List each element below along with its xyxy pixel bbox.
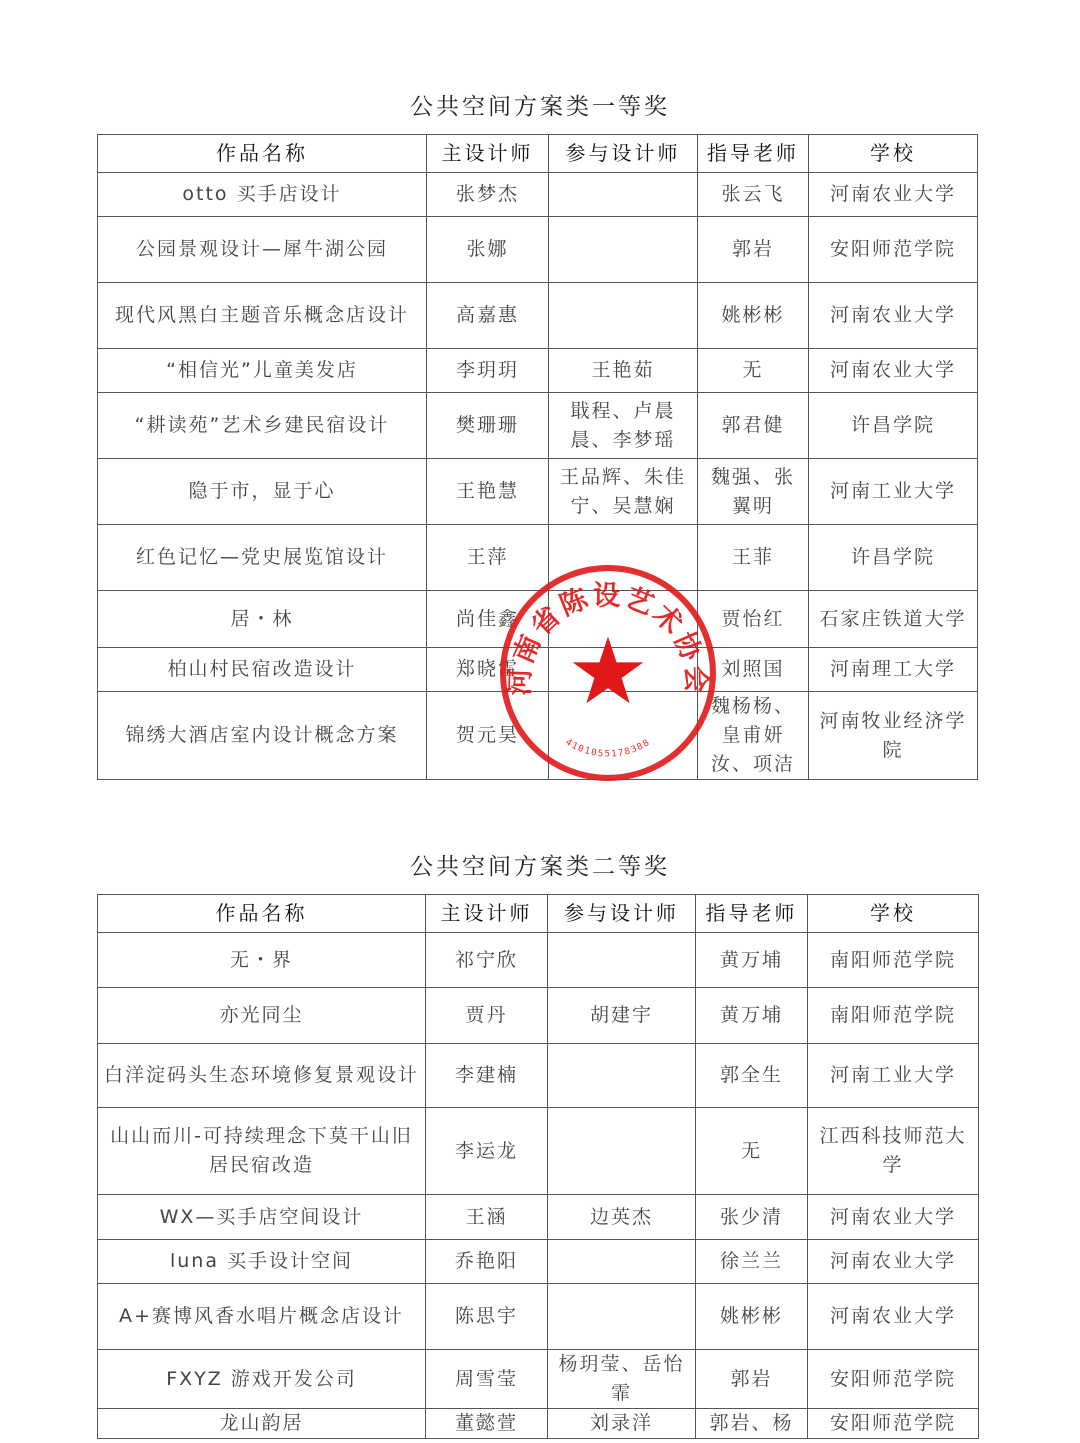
- table-cell: 安阳师范学院: [808, 1409, 979, 1439]
- table-cell: 江西科技师范大学: [808, 1108, 979, 1195]
- table-cell: luna 买手设计空间: [98, 1240, 426, 1284]
- table-cell: 河南农业大学: [809, 283, 978, 349]
- table-cell: 安阳师范学院: [808, 1350, 979, 1409]
- table-cell: 尚佳鑫: [427, 591, 549, 648]
- table-cell: 许昌学院: [809, 525, 978, 591]
- table-cell: 王涵: [426, 1195, 548, 1240]
- table-cell: 王品辉、朱佳宁、吴慧娴: [549, 459, 698, 525]
- table-cell: [549, 173, 698, 217]
- table-cell: 亦光同尘: [98, 988, 426, 1044]
- table-cell: 白洋淀码头生态环境修复景观设计: [98, 1044, 426, 1108]
- header-row: [98, 895, 979, 933]
- table-cell: [549, 692, 698, 780]
- table-cell: 王艳茹: [549, 349, 698, 393]
- table-cell: 河南工业大学: [808, 1044, 979, 1108]
- table-cell: 王菲: [698, 525, 809, 591]
- table-cell: 河南农业大学: [809, 349, 978, 393]
- table-cell: 乔艳阳: [426, 1240, 548, 1284]
- table-cell: [548, 933, 696, 988]
- table-cell: 安阳师范学院: [809, 217, 978, 283]
- table-cell: 无: [696, 1108, 808, 1195]
- table-cell: 祁宁欣: [426, 933, 548, 988]
- table-row: [98, 1409, 979, 1439]
- table-cell: 刘录洋: [548, 1409, 696, 1439]
- table-cell: 贾丹: [426, 988, 548, 1044]
- table-cell: [548, 1240, 696, 1284]
- table-cell: 张少清: [696, 1195, 808, 1240]
- table-cell: 高嘉惠: [427, 283, 549, 349]
- table-row: [98, 933, 979, 988]
- table-row: [98, 1108, 979, 1195]
- table-cell: 居・林: [98, 591, 427, 648]
- table-row: [98, 1240, 979, 1284]
- table-cell: 周雪莹: [426, 1350, 548, 1409]
- column-header: 作品名称: [98, 135, 427, 173]
- table-cell: [548, 1044, 696, 1108]
- table-cell: 姚彬彬: [698, 283, 809, 349]
- table-cell: 王艳慧: [427, 459, 549, 525]
- table-cell: 贾怡红: [698, 591, 809, 648]
- table-cell: 郭岩: [696, 1350, 808, 1409]
- table-cell: 许昌学院: [809, 393, 978, 459]
- table-cell: 郭岩: [698, 217, 809, 283]
- table-row: [98, 1044, 979, 1108]
- table-row: [98, 591, 978, 648]
- table-row: [98, 393, 978, 459]
- table-cell: 樊珊珊: [427, 393, 549, 459]
- table-cell: 魏强、张翼明: [698, 459, 809, 525]
- table-cell: 黄万埔: [696, 933, 808, 988]
- section1-title: 公共空间方案类一等奖: [410, 94, 670, 120]
- table-row: [98, 525, 978, 591]
- seal-text: 河南省陈设艺术协会: [504, 580, 712, 697]
- table-cell: WX—买手店空间设计: [98, 1195, 426, 1240]
- column-header: 学校: [808, 895, 979, 933]
- column-header: 主设计师: [427, 135, 549, 173]
- table-cell: 姚彬彬: [696, 1284, 808, 1350]
- table-cell: 李玥玥: [427, 349, 549, 393]
- table-row: [98, 648, 978, 692]
- table-cell: 锦绣大酒店室内设计概念方案: [98, 692, 427, 780]
- column-header: 参与设计师: [548, 895, 696, 933]
- table-cell: 南阳师范学院: [808, 933, 979, 988]
- column-header: 指导老师: [698, 135, 809, 173]
- table-cell: 郭君健: [698, 393, 809, 459]
- table-cell: 河南工业大学: [809, 459, 978, 525]
- table-cell: [549, 648, 698, 692]
- table-cell: 边英杰: [548, 1195, 696, 1240]
- column-header: 作品名称: [98, 895, 426, 933]
- table-cell: 黄万埔: [696, 988, 808, 1044]
- table-cell: 南阳师范学院: [808, 988, 979, 1044]
- table-cell: 杨玥莹、岳怡霏: [548, 1350, 696, 1409]
- table-cell: 刘照国: [698, 648, 809, 692]
- table-cell: 陈思宇: [426, 1284, 548, 1350]
- table-cell: 河南理工大学: [809, 648, 978, 692]
- table-cell: “耕读苑”艺术乡建民宿设计: [98, 393, 427, 459]
- table-cell: 河南农业大学: [808, 1195, 979, 1240]
- table-cell: [549, 217, 698, 283]
- award-table-second-prize: [97, 894, 979, 1439]
- table-cell: 李建楠: [426, 1044, 548, 1108]
- table-cell: A+赛博风香水唱片概念店设计: [98, 1284, 426, 1350]
- table-row: [98, 217, 978, 283]
- table-cell: 现代风黑白主题音乐概念店设计: [98, 283, 427, 349]
- table-cell: 魏杨杨、皇甫妍汝、项洁: [698, 692, 809, 780]
- table-cell: 贺元昊: [427, 692, 549, 780]
- table-cell: 王萍: [427, 525, 549, 591]
- table-cell: 胡建宇: [548, 988, 696, 1044]
- table-cell: 无・界: [98, 933, 426, 988]
- table-cell: otto 买手店设计: [98, 173, 427, 217]
- table-cell: 河南农业大学: [808, 1284, 979, 1350]
- table-cell: 公园景观设计—犀牛湖公园: [98, 217, 427, 283]
- table-cell: 柏山村民宿改造设计: [98, 648, 427, 692]
- column-header: 参与设计师: [549, 135, 698, 173]
- table-cell: [549, 283, 698, 349]
- table-cell: 李运龙: [426, 1108, 548, 1195]
- table-cell: [549, 591, 698, 648]
- table-cell: 隐于市，显于心: [98, 459, 427, 525]
- table-cell: 河南牧业经济学院: [809, 692, 978, 780]
- table-cell: 张娜: [427, 217, 549, 283]
- column-header: 学校: [809, 135, 978, 173]
- table-row: [98, 1195, 979, 1240]
- table-cell: 郑晓雷: [427, 648, 549, 692]
- table-cell: FXYZ 游戏开发公司: [98, 1350, 426, 1409]
- table-cell: 红色记忆—党史展览馆设计: [98, 525, 427, 591]
- header-row: [98, 135, 978, 173]
- table-cell: [548, 1284, 696, 1350]
- table-row: [98, 283, 978, 349]
- table-cell: 龙山韵居: [98, 1409, 426, 1439]
- section2-title: 公共空间方案类二等奖: [410, 854, 670, 880]
- table-row: [98, 349, 978, 393]
- table-cell: 张云飞: [698, 173, 809, 217]
- table-row: [98, 692, 978, 780]
- column-header: 指导老师: [696, 895, 808, 933]
- table-row: [98, 988, 979, 1044]
- table-cell: 无: [698, 349, 809, 393]
- table-row: [98, 173, 978, 217]
- table-row: [98, 1350, 979, 1409]
- table-cell: 戢程、卢晨晨、李梦瑶: [549, 393, 698, 459]
- table-cell: [549, 525, 698, 591]
- column-header: 主设计师: [426, 895, 548, 933]
- table-row: [98, 1284, 979, 1350]
- table-cell: 郭全生: [696, 1044, 808, 1108]
- table-cell: 郭岩、杨: [696, 1409, 808, 1439]
- award-table-first-prize: [97, 134, 978, 780]
- table-cell: 山山而川-可持续理念下莫干山旧居民宿改造: [98, 1108, 426, 1195]
- table-cell: 河南农业大学: [809, 173, 978, 217]
- table-row: [98, 459, 978, 525]
- table-cell: 河南农业大学: [808, 1240, 979, 1284]
- table-cell: 石家庄铁道大学: [809, 591, 978, 648]
- table-cell: [548, 1108, 696, 1195]
- table-cell: 张梦杰: [427, 173, 549, 217]
- table-cell: “相信光”儿童美发店: [98, 349, 427, 393]
- seal-serial: 4101055178388: [563, 737, 653, 760]
- table-cell: 徐兰兰: [696, 1240, 808, 1284]
- table-cell: 董懿萱: [426, 1409, 548, 1439]
